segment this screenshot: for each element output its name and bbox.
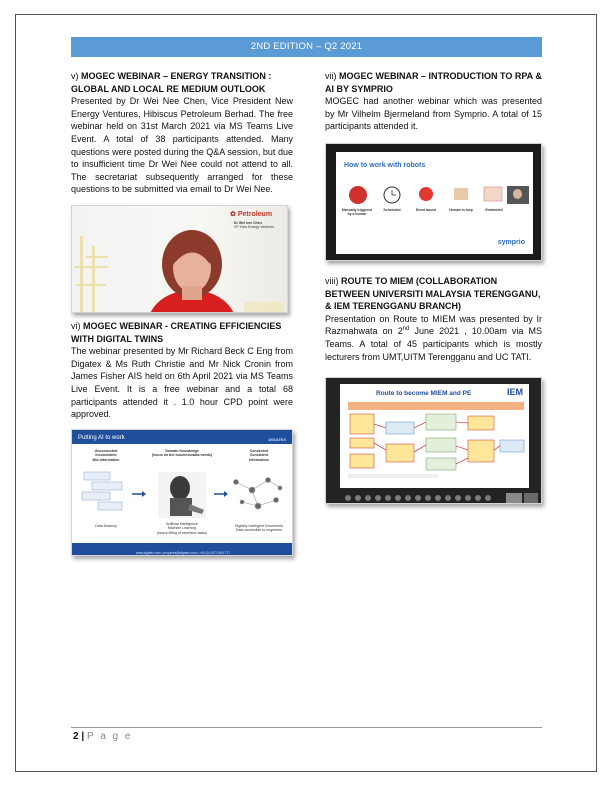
section-v-body: Presented by Dr Wei Nee Chen, Vice President New Energy Ventures, Hibiscus Petroleum Berhad. The free webinar held on 31st March 2021 via MS Teams Live Event. A total of 38 participants attended. Many questions were posted during the Q&A session, but due to insufficient time Dr Wei Nee could not attend to all. The secretariat subsequently arranged for these questions to be submitted via email to Dr Wei Nee.: [71, 96, 293, 195]
miem-slide-title: Route to become MIEM and PE: [376, 390, 472, 398]
section-viii: [325, 275, 542, 363]
section-vi-body: The webinar presented by Mr Richard Beck C Eng from Digatex & Ms Ruth Christie and Mr Nick Cronin from James Fisher AIS held on 6th April 2021 via MS Teams Live Event. It is a free webinar and a total 68 participants attended it . 1.0 hour CPD point were approved.: [71, 346, 293, 420]
petroleum-logo: [230, 209, 272, 222]
slide-graphics: [72, 430, 293, 556]
iem-logo: IEM: [506, 387, 523, 398]
section-viii-body-end: June 2021 , 10.00am via MS Teams. A total of 45 participants which is mostly lecturers from UMT,UITM Terengganu and UC TATI.: [325, 326, 542, 362]
speaker-photo: [71, 205, 288, 313]
section-vii-body: MOGEC had another webinar which was presented by Mr Vilhelm Bjermeland from Symprio. A total of 15 participants attended it.: [325, 96, 542, 132]
miem-flowchart: [340, 384, 529, 488]
section-v-number: v): [71, 71, 79, 81]
symprio-logo: symprio: [497, 239, 525, 247]
page-separator: |: [81, 731, 85, 742]
participant-strip: [326, 492, 542, 504]
rpa-icon-label-2: Event based: [416, 207, 436, 212]
rpa-icon-label-4: Embedded: [485, 207, 503, 212]
rpa-slide: [325, 143, 542, 261]
left-column: [71, 70, 293, 556]
edition-banner: 2ND EDITION – Q2 2021: [71, 37, 542, 57]
section-viii-number: viii): [325, 275, 339, 286]
miem-slide: [325, 377, 542, 504]
flower-icon: ✿: [230, 210, 236, 218]
section-vi-title: MOGEC WEBINAR - CREATING EFFICIENCIES WITH DIGITAL TWINS: [71, 320, 282, 344]
messy-documents-icon: [82, 472, 122, 510]
col1-footer: Data Anarchy: [95, 523, 117, 528]
rpa-icon-label-0: Manually triggered by a human: [341, 207, 373, 216]
digatex-logo: DIGATEX: [268, 436, 286, 442]
section-v-heading: [71, 70, 293, 95]
section-viii-body: [325, 313, 542, 363]
page-footer: [73, 731, 132, 742]
section-viii-body-start: Presentation on Route to MIEM was presented by Ir Razmahwata on 2: [325, 313, 542, 337]
col3-heading: Connected Consistent Information: [249, 448, 269, 462]
section-vii-heading: [325, 70, 542, 95]
petroleum-brand: Petroleum: [237, 210, 273, 218]
embedded-icon: [484, 187, 502, 201]
alarm-bell-icon: [419, 187, 433, 201]
robot-hand-icon: [158, 472, 206, 518]
section-vii: [325, 70, 542, 133]
footer-divider: [71, 727, 542, 728]
rpa-icon-label-3: Human in loop: [449, 207, 473, 212]
rpa-slide-title: How to work with robots: [344, 161, 426, 169]
page-number: 2: [73, 731, 79, 742]
miem-slide-canvas: [340, 384, 529, 488]
section-vi: [71, 320, 293, 421]
section-v: [71, 70, 293, 196]
col2-footer: Artificial Intelligence Machine Learning (heavy lifting of repetitive tasks): [156, 521, 208, 535]
rpa-presenter-video: [507, 186, 529, 204]
section-viii-title: ROUTE TO MIEM (COLLABORATION BETWEEN UNIVERSITI MALAYSIA TERENGGANU, & IEM TERENGGANU BRANCH): [325, 275, 541, 312]
molecule-network-icon: [234, 477, 283, 509]
speaker-caption-role: VP, New Energy Ventures: [234, 225, 275, 230]
digital-twins-slide: [71, 429, 293, 556]
slide-footer-text: www.digatex.com | enquiries@digatex.com | +44 (0) 1872 554 777: [136, 550, 230, 555]
section-viii-body-superscript: nd: [402, 326, 410, 333]
page-label: P a g e: [86, 731, 133, 742]
human-hand-icon: [454, 188, 468, 200]
col3-footer: Digitally Intelligent Documents Data accessible to engineers: [234, 523, 284, 533]
col2-heading: Domain Knowledge (focus on the business/data needs): [151, 448, 213, 458]
section-viii-heading: [325, 275, 542, 313]
rpa-icon-label-1: Scheduled: [383, 207, 401, 212]
presenter-avatar: [513, 189, 522, 199]
right-column: [325, 70, 542, 504]
rpa-slide-canvas: [336, 152, 533, 254]
speaker-caption-name: Dr Wei nee Chen: [234, 220, 262, 225]
slide-title: Putting AI to work: [78, 434, 125, 441]
section-vi-heading: [71, 320, 293, 345]
col1-heading: Unconnected Inconsistent Mis-information: [92, 448, 120, 462]
section-vii-number: vii): [325, 71, 337, 81]
stop-button-icon: [349, 186, 367, 204]
speaker-caption: [234, 221, 274, 230]
section-vi-number: vi): [71, 320, 81, 331]
section-v-title: MOGEC WEBINAR – ENERGY TRANSITION : GLOBAL AND LOCAL RE MEDIUM OUTLOOK: [71, 71, 272, 94]
section-vii-title: MOGEC WEBINAR – INTRODUCTION TO RPA & AI BY SYMPRIO: [325, 71, 542, 94]
